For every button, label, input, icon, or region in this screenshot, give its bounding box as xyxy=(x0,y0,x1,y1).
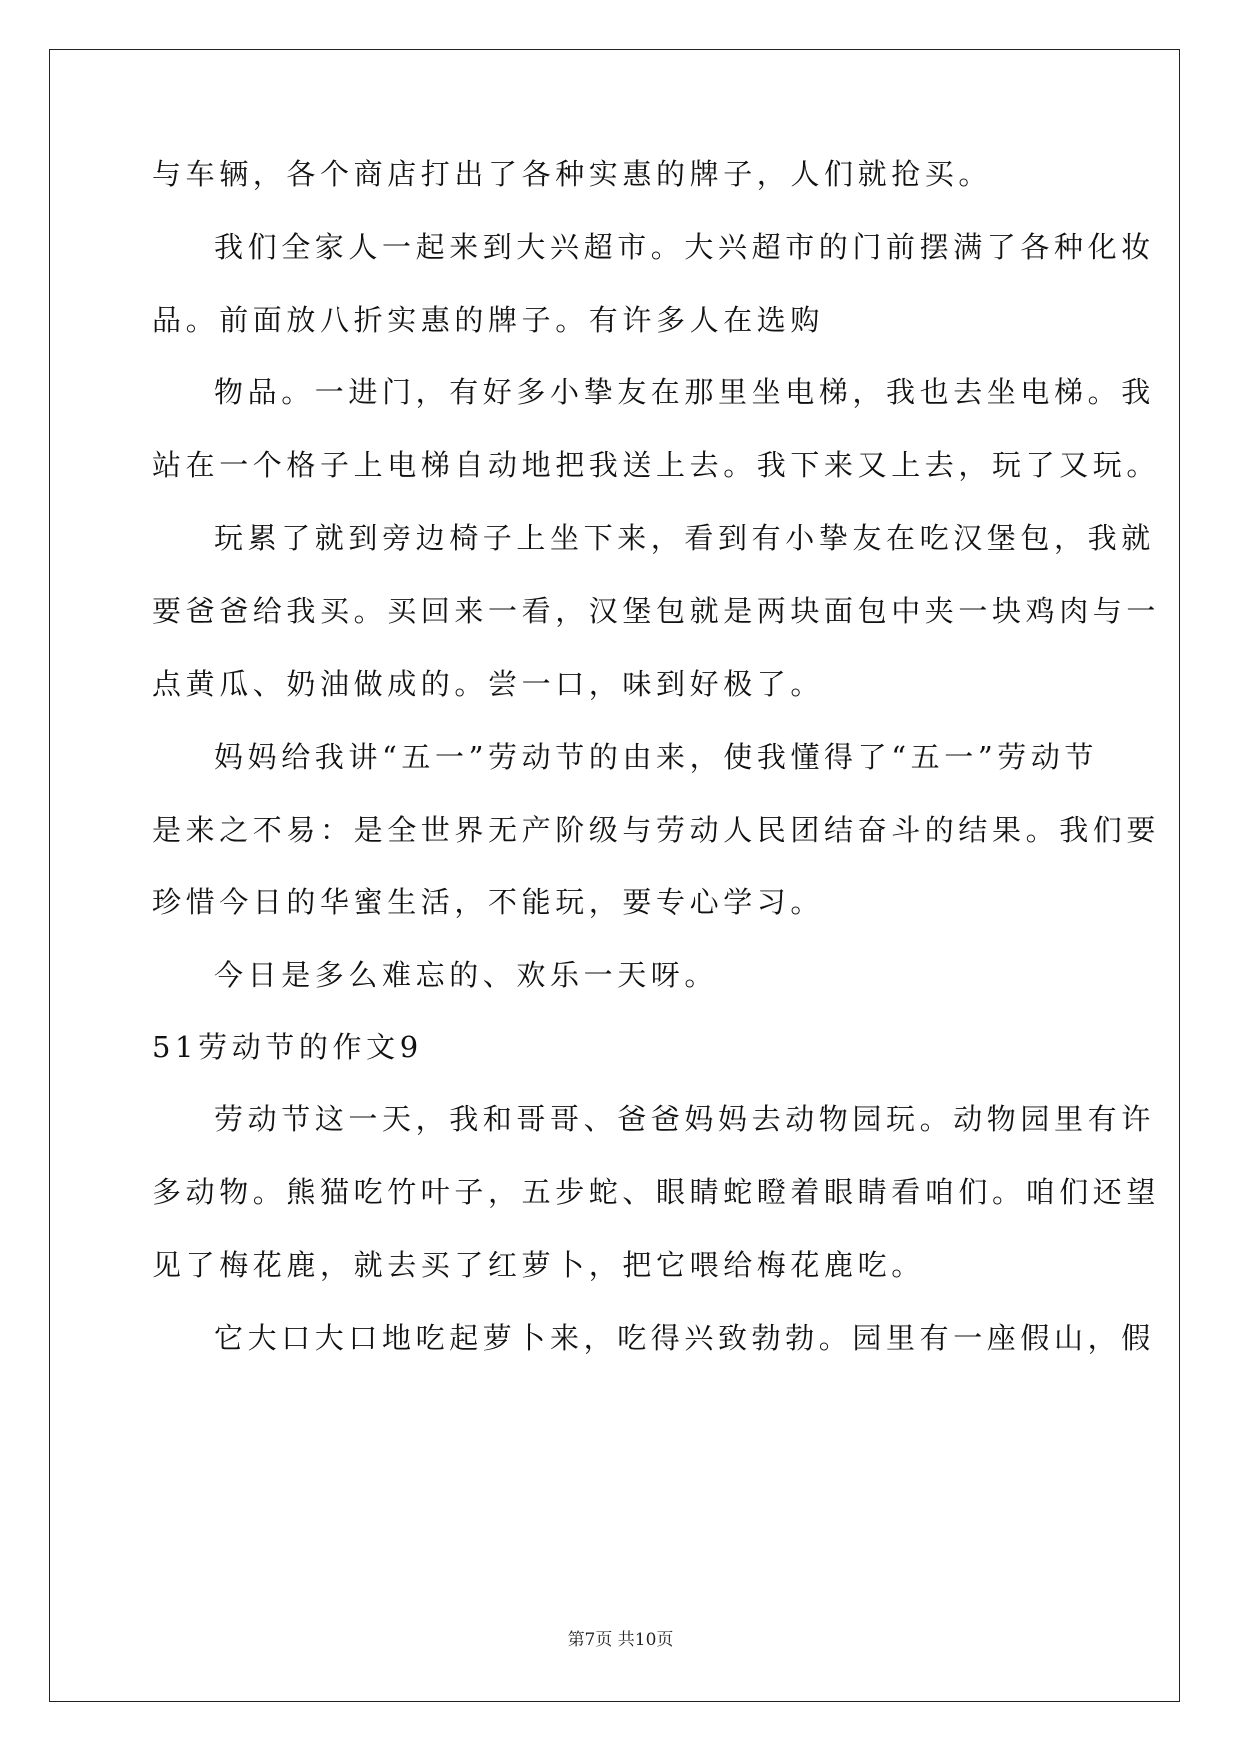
paragraph-line: 站在一个格子上电梯自动地把我送上去。我下来又上去，玩了又玩。 xyxy=(152,448,1161,482)
paragraph-line: 今日是多么难忘的、欢乐一天呀。 xyxy=(214,958,719,992)
section-heading: 51劳动节的作文9 xyxy=(152,1030,423,1064)
paragraph-line: 它大口大口地吃起萝卜来，吃得兴致勃勃。园里有一座假山，假 xyxy=(214,1321,1155,1355)
paragraph-line: 劳动节这一天，我和哥哥、爸爸妈妈去动物园玩。动物园里有许 xyxy=(214,1102,1155,1136)
paragraph-line: 珍惜今日的华蜜生活，不能玩，要专心学习。 xyxy=(152,885,825,919)
paragraph-line: 玩累了就到旁边椅子上坐下来，看到有小挚友在吃汉堡包，我就 xyxy=(214,521,1155,555)
paragraph-line: 见了梅花鹿，就去买了红萝卜，把它喂给梅花鹿吃。 xyxy=(152,1248,925,1282)
paragraph-line: 物品。一进门，有好多小挚友在那里坐电梯，我也去坐电梯。我 xyxy=(214,375,1155,409)
page-border xyxy=(49,49,1180,1702)
paragraph-line: 多动物。熊猫吃竹叶子，五步蛇、眼睛蛇瞪着眼睛看咱们。咱们还望 xyxy=(152,1175,1161,1209)
paragraph-line: 要爸爸给我买。买回来一看，汉堡包就是两块面包中夹一块鸡肉与一 xyxy=(152,594,1161,628)
paragraph-line: 我们全家人一起来到大兴超市。大兴超市的门前摆满了各种化妆 xyxy=(214,230,1155,264)
page-number-footer: 第7页 共10页 xyxy=(567,1630,674,1650)
paragraph-line: 点黄瓜、奶油做成的。尝一口，味到好极了。 xyxy=(152,667,825,701)
paragraph-line: 品。前面放八折实惠的牌子。有许多人在选购 xyxy=(152,303,825,337)
paragraph-line: 妈妈给我讲“五一”劳动节的由来，使我懂得了“五一”劳动节 xyxy=(214,740,1099,774)
paragraph-line: 是来之不易：是全世界无产阶级与劳动人民团结奋斗的结果。我们要 xyxy=(152,813,1161,847)
paragraph-line: 与车辆，各个商店打出了各种实惠的牌子，人们就抢买。 xyxy=(152,157,993,191)
